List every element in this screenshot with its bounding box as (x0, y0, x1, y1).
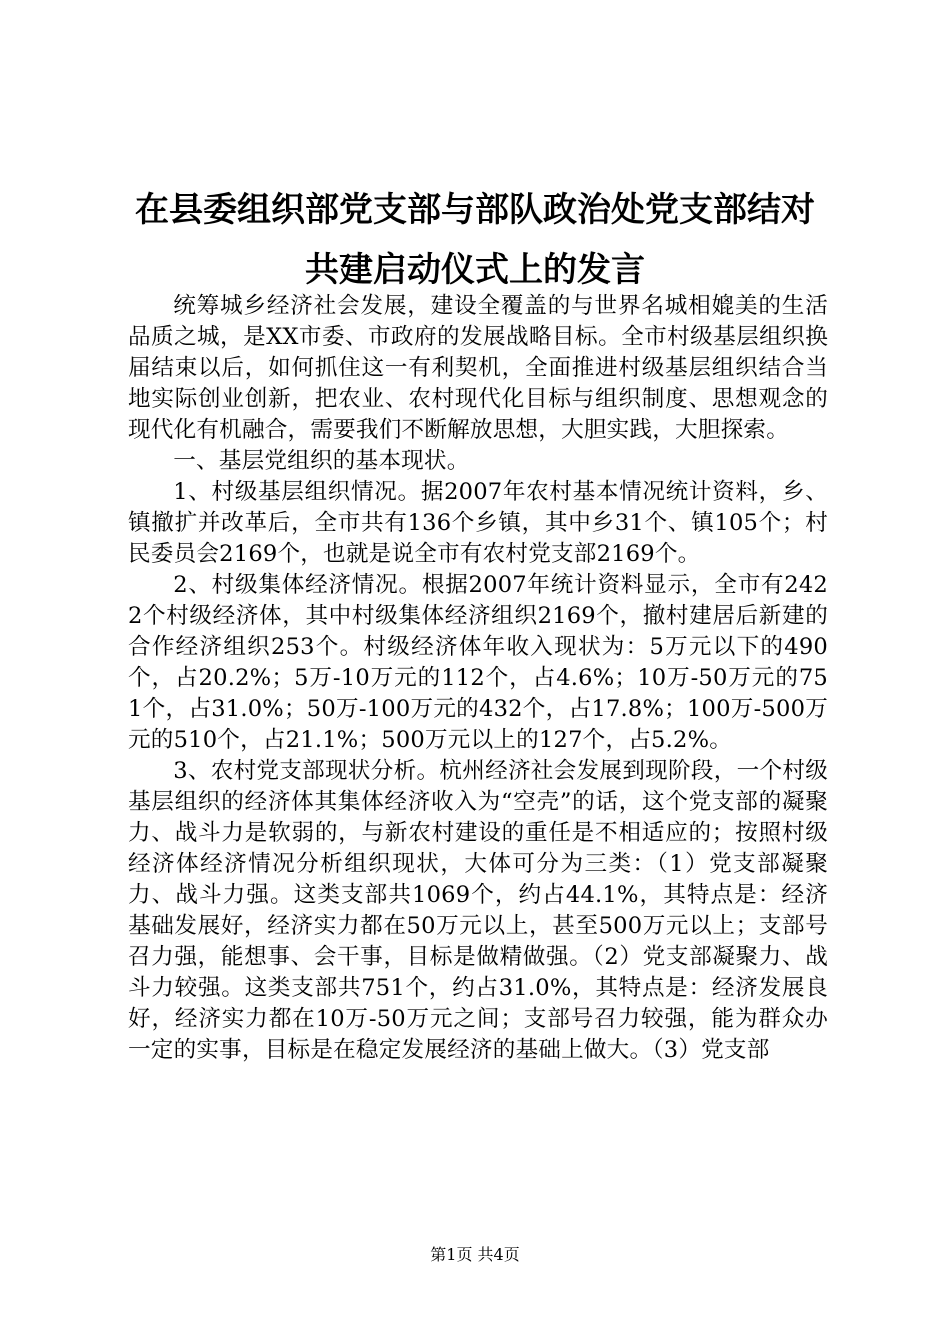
paragraph-1: 1、村级基层组织情况。据2007年农村基本情况统计资料，乡、镇撤扩并改革后，全市共有136个乡镇，其中乡31个、镇105个；村民委员会2169个，也就是说全市有农村党支部2169个。 (128, 479, 828, 567)
paragraph-3: 3、农村党支部现状分析。杭州经济社会发展到现阶段，一个村级基层组织的经济体其集体经济收入为“空壳”的话，这个党支部的凝聚力、战斗力是软弱的，与新农村建设的重任是不相适应的；按照村级经济体经济情况分析组织现状，大体可分为三类：（1）党支部凝聚力、战斗力强。这类支部共1069个，约占44.1%，其特点是：经济基础发展好，经济实力都在50万元以上，甚至500万元以上；支部号召力强，能想事、会干事，目标是做精做强。（2）党支部凝聚力、战斗力较强。这类支部共751个，约占31.0%，其特点是：经济发展良好，经济实力都在10万-50万元之间；支部号召力较强，能为群众办一定的实事，目标是在稳定发展经济的基础上做大。（3）党支部 (128, 758, 828, 1063)
section-heading-1: 一、基层党组织的基本现状。 (173, 448, 470, 474)
document-body (128, 291, 828, 1066)
document-title-line-2: 共建启动仪式上的发言 (305, 250, 645, 290)
document-title-line-1: 在县委组织部党支部与部队政治处党支部结对 (135, 190, 815, 230)
paragraph-intro: 统筹城乡经济社会发展，建设全覆盖的与世界名城相媲美的生活品质之城，是XX市委、市政府的发展战略目标。全市村级基层组织换届结束以后，如何抓住这一有利契机，全面推进村级基层组织结合当地实际创业创新，把农业、农村现代化目标与组织制度、思想观念的现代化有机融合，需要我们不断解放思想，大胆实践，大胆探索。 (128, 293, 828, 443)
paragraph-2: 2、村级集体经济情况。根据2007年统计资料显示，全市有2422个村级经济体，其中村级集体经济组织2169个，撤村建居后新建的合作经济组织253个。村级经济体年收入现状为：5万元以下的490个，占20.2%；5万-10万元的112个，占4.6%；10万-50万元的751个，占31.0%；50万-100万元的432个，占17.8%；100万-500万元的510个，占21.1%；500万元以上的127个，占5.2%。 (128, 572, 828, 753)
page-footer: 第1页 共4页 (430, 1245, 520, 1264)
